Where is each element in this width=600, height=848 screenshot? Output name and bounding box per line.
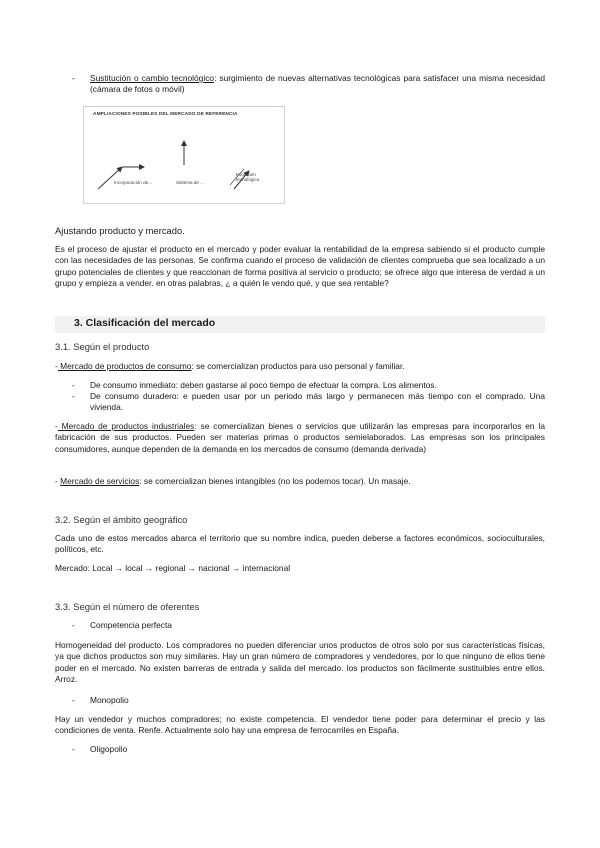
market-expansion-figure — [83, 106, 285, 204]
competencia-paragraph: Homogeneidad del producto. Los compradores no pueden diferenciar unos productos de otros solo por sus características físicas, ya que dichos productos son muy similares. Hay un gran número de compradores y vendedores, por lo que ninguno de ellos tiene poder en el mercado. No existen barreras de entrada y salida del mercado. los productos son fácilmente sustituibles entre ellos. Arroz. — [55, 640, 545, 684]
consumo-duradero: De consumo duradero: e pueden usar por un periodo más largo y permanecen más tiempo con el comprado. Una vivienda. — [90, 391, 545, 413]
bullet-dash: - — [72, 380, 75, 390]
bullet-dash: - — [72, 73, 75, 83]
figure-label-3: Evolución tecnológica — [236, 172, 260, 183]
consumo-inmediato: De consumo inmediato: deben gastarse al poco tiempo de efectuar la compra. Los alimentos. — [90, 380, 437, 390]
industrial-paragraph: - Mercado de productos industriales: se comercializan bienes o servicios que utilizarán las empresas para incorporarlos en la fabricación de sus productos. Pueden ser materias primas o productos semielaborados. Las empresas son los principales consumidores, aunque dependen de la demanda en los mercados de consumo (demanda derivada) — [55, 421, 545, 454]
industrial-title: Mercado de productos industriales — [57, 421, 195, 431]
bullet-dash: - — [72, 391, 75, 401]
figure-arrow-diagonal-1 — [98, 167, 122, 189]
s33-heading: 3.3. Según el número de oferentes — [55, 601, 200, 612]
oligopolio-title: Oligopolio — [90, 744, 128, 754]
intro-bullet-body: : surgimiento de nuevas alternativas tecnológicas para satisfacer una misma necesidad (cámara de fotos o móvil) — [90, 73, 545, 95]
intro-bullet-title: Sustitución o cambio tecnológico — [90, 73, 215, 83]
figure-label-1: Incorporación de... — [114, 180, 153, 185]
intro-bullet-text — [90, 73, 545, 96]
s32-heading: 3.2. Según el ámbito geográfico — [55, 514, 188, 525]
ajustando-heading: Ajustando producto y mercado. — [55, 225, 185, 236]
consumo-text: : se comercializan productos para uso personal y familiar. — [191, 361, 405, 371]
monopolio-paragraph: Hay un vendedor y muchos compradores; no existe competencia. El vendedor tiene poder para determinar el precio y las condiciones de venta. Renfe. Actualmente solo hay una empresa de ferrocarriles en España. — [55, 714, 545, 736]
s31-heading: 3.1. Según el producto — [55, 341, 150, 352]
competencia-title: Competencia perfecta — [90, 620, 172, 630]
bullet-dash: - — [72, 695, 75, 705]
figure-arrows — [84, 107, 284, 203]
ajustando-paragraph: Es el proceso de ajustar el producto en el mercado y poder evaluar la rentabilidad de la empresa sabiendo si el producto cumple con las necesidades de las personas. Se confirma cuando el proceso de validación de clientes comprueba que sea localizado a un grupo potenciales de clientes y que reaccionan de forma positiva al servicio o producto; se ofrece algo que interesa de verdad a un grupo y empieza a vender. en otras palabras, ¿ a quién le vendo qué, y que sea rentable? — [55, 244, 545, 288]
monopolio-title: Monopolio — [90, 695, 129, 705]
s32-paragraph: Cada uno de estos mercados abarca el territorio que su nombre indica, pueden deberse a factores económicos, socioculturales, políticos, etc. — [55, 533, 545, 555]
servicios-text: : se comercializan bienes intangibles (no los podemos tocar). Un masaje. — [139, 476, 411, 486]
s32-market-line: Mercado: Local → local → regional → nacional → internacional — [55, 563, 291, 573]
industrial-text: : se comercializan bienes o servicios que utilizarán las empresas para incorporarlos en la fabricación de sus productos. Pueden ser materias primas o productos semielaborados. Las empresas son los principales consumidores, aunque dependen de la demanda en los mercados de consumo (demanda derivada) — [55, 421, 545, 454]
consumo-title: Mercado de productos de consumo — [57, 361, 192, 371]
section-heading: 3. Clasificación del mercado — [74, 317, 216, 329]
figure-title: AMPLIACIONES POSIBLES DEL MERCADO DE REFERENCIA — [93, 112, 238, 117]
servicios-paragraph: - Mercado de servicios: se comercializan bienes intangibles (no los podemos tocar). Un masaje. — [55, 476, 411, 486]
figure-label-2: Sistema de ... — [176, 180, 205, 185]
consumo-paragraph: - Mercado de productos de consumo: se comercializan productos para uso personal y familiar. — [55, 361, 405, 371]
bullet-dash: - — [72, 620, 75, 630]
servicios-title: Mercado de servicios — [60, 476, 140, 486]
bullet-dash: - — [72, 744, 75, 754]
